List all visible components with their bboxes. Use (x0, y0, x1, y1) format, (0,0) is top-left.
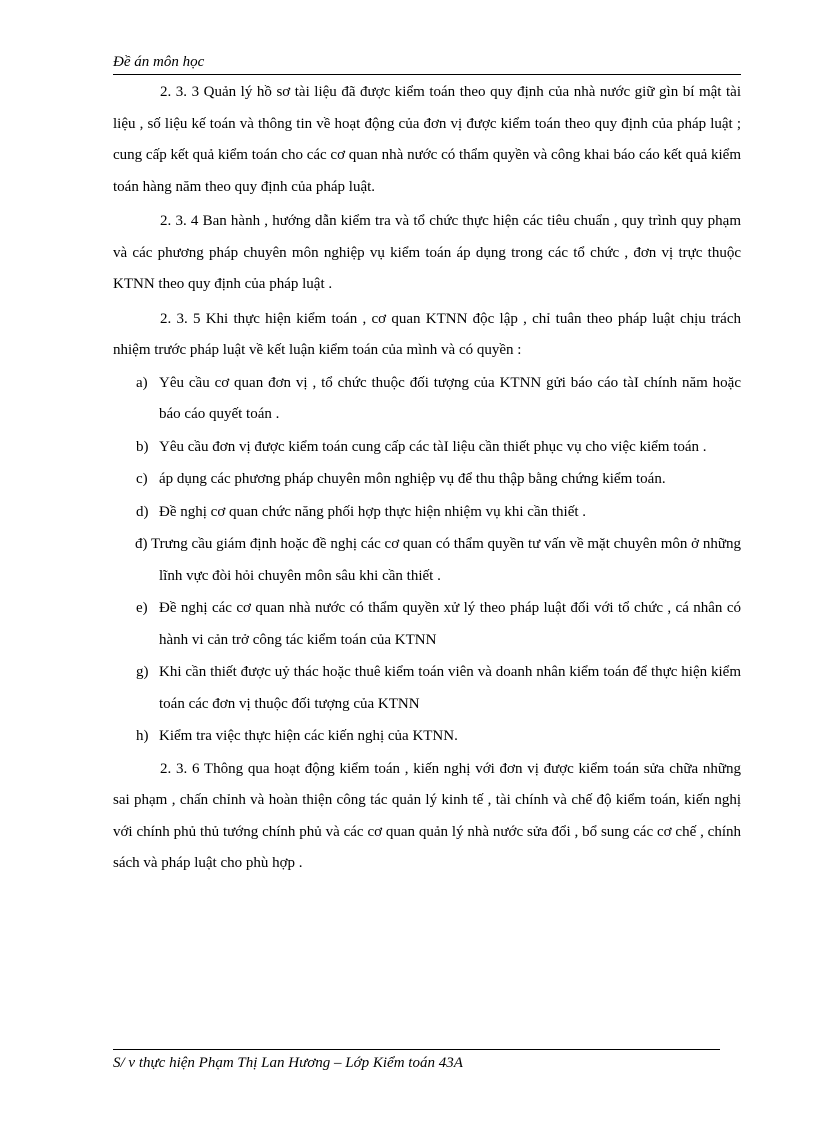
list-item-text: Kiểm tra việc thực hiện các kiến nghị của KTNN. (159, 728, 458, 744)
list-item (113, 529, 741, 592)
list-item (113, 497, 741, 529)
list-marker: đ) (135, 536, 148, 552)
list-item-text: áp dụng các phương pháp chuyên môn nghiệp vụ để thu thập bằng chứng kiểm toán. (159, 471, 666, 487)
list-marker: a) (136, 374, 148, 391)
page-footer (113, 1049, 720, 1071)
header-title: Đề án môn học (113, 54, 205, 70)
list-item (113, 464, 741, 496)
footer-text: S/ v thực hiện Phạm Thị Lan Hương – Lớp Kiểm toán 43A (113, 1055, 463, 1071)
paragraph-2-3-3: 2. 3. 3 Quản lý hồ sơ tài liệu đã được kiểm toán theo quy định của nhà nước giữ gìn bí mật tài liệu , số liệu kế toán và thông tin về hoạt động của đơn vị được kiểm toán theo quy định của pháp luật ; cung cấp kết quả kiểm toán cho các cơ quan nhà nước có thẩm quyền và công khai báo cáo kết quả kiểm toán hàng năm theo quy định của pháp luật. (113, 84, 741, 195)
list-item (113, 657, 741, 720)
list-marker: g) (136, 664, 149, 680)
document-body (113, 77, 741, 880)
list-item (113, 368, 741, 431)
list-item-text: Trưng cầu giám định hoặc đề nghị các cơ quan có thẩm quyền tư vấn về mặt chuyên môn ở những lĩnh vực đòi hỏi chuyên môn sâu khi cần thiết . (151, 536, 742, 584)
list-marker: h) (136, 728, 149, 744)
list-marker: d) (136, 503, 149, 520)
page-header (113, 52, 741, 75)
paragraph-2-3-5: 2. 3. 5 Khi thực hiện kiểm toán , cơ quan KTNN độc lập , chỉ tuân theo pháp luật chịu trách nhiệm trước pháp luật về kết luận kiểm toán của mình và có quyền : (113, 310, 741, 358)
paragraph-2-3-6: 2. 3. 6 Thông qua hoạt động kiểm toán , kiến nghị với đơn vị được kiểm toán sửa chữa những sai phạm , chấn chỉnh và hoàn thiện công tác quản lý kinh tế , tài chính và chế độ kiểm toán, kiến nghị với chính phủ thủ tướng chính phủ và các cơ quan quản lý nhà nước sửa đổi , bổ sung các cơ chế , chính sách và pháp luật cho phù hợp . (113, 760, 741, 871)
list-item-text: Yêu cầu đơn vị được kiểm toán cung cấp các tàI liệu cần thiết phục vụ cho việc kiểm toán . (159, 438, 707, 455)
list-item (113, 593, 741, 656)
rights-list (113, 368, 741, 753)
list-item-text: Yêu cầu cơ quan đơn vị , tổ chức thuộc đối tượng của KTNN gửi báo cáo tàI chính năm hoặc báo cáo quyết toán . (159, 374, 741, 422)
list-item-text: Khi cần thiết được uỷ thác hoặc thuê kiểm toán viên và doanh nhân kiểm toán để thực hiện kiểm toán các đơn vị thuộc đối tượng của KTNN (159, 664, 741, 712)
list-item-text: Đề nghị cơ quan chức năng phối hợp thực hiện nhiệm vụ khi cần thiết . (159, 503, 587, 520)
list-item (113, 721, 741, 753)
paragraph-2-3-4: 2. 3. 4 Ban hành , hướng dẫn kiểm tra và tổ chức thực hiện các tiêu chuẩn , quy trình quy phạm và các phương pháp chuyên môn nghiệp vụ kiểm toán áp dụng trong các tổ chức , đơn vị trực thuộc KTNN theo quy định của pháp luật . (113, 213, 741, 292)
list-marker: b) (136, 438, 149, 455)
list-item (113, 432, 741, 464)
list-item-text: Đề nghị các cơ quan nhà nước có thẩm quyền xử lý theo pháp luật đối với tổ chức , cá nhân có hành vi cản trở công tác kiểm toán của KTNN (159, 600, 741, 648)
list-marker: c) (136, 471, 148, 487)
list-marker: e) (136, 600, 148, 616)
